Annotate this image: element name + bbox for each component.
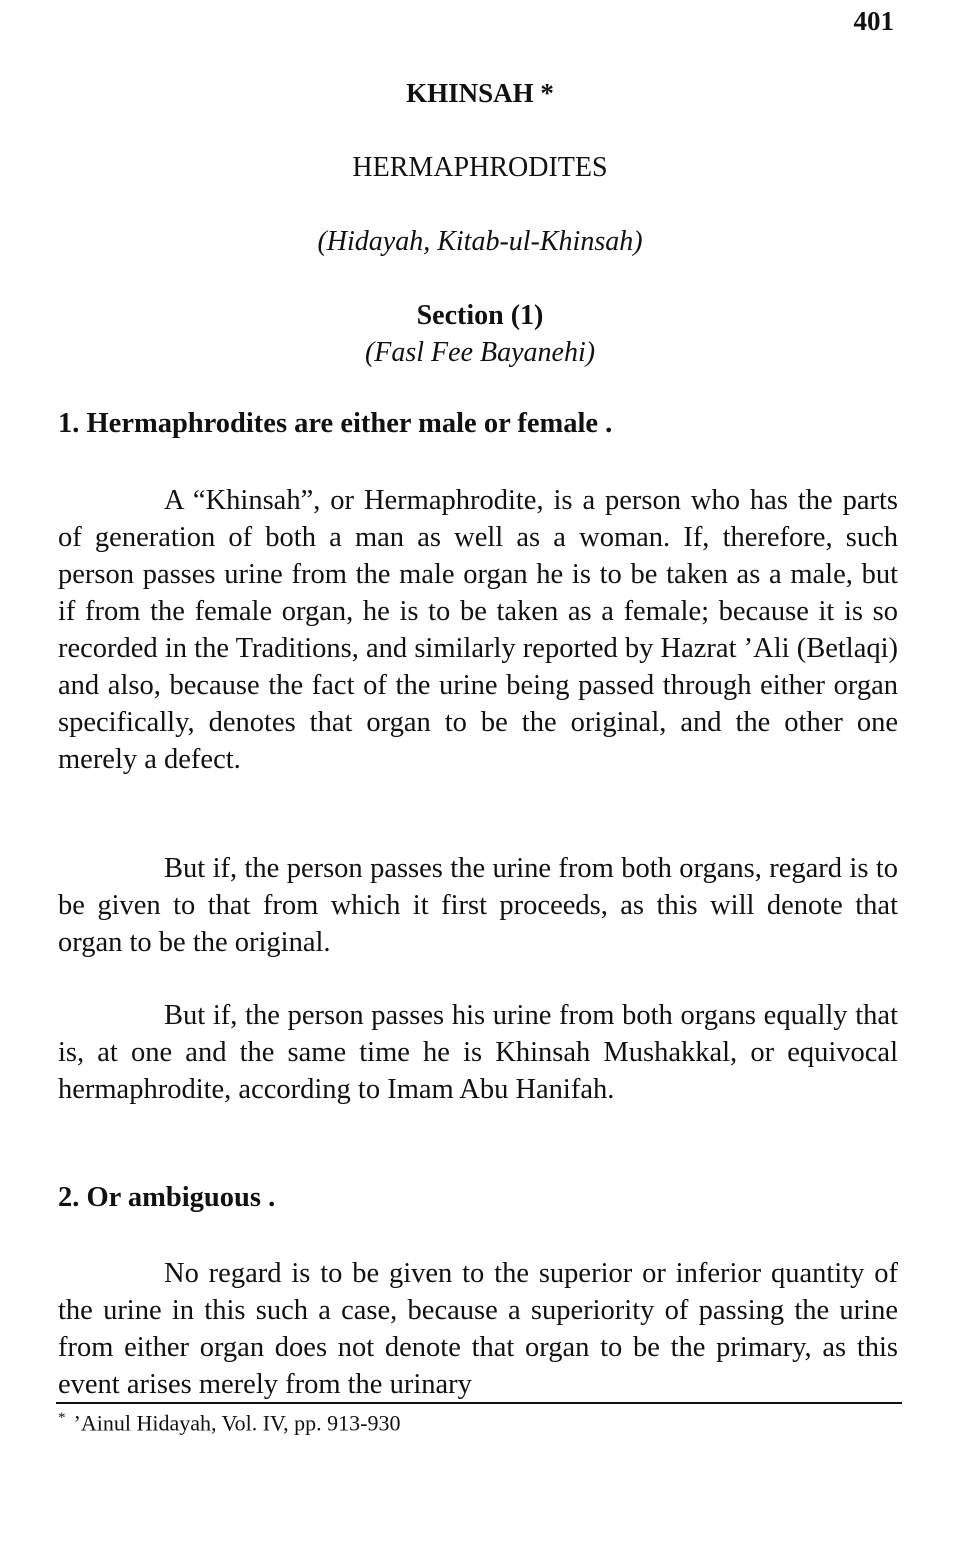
- point-2-paragraph-1: No regard is to be given to the superior or inferior quantity of the urine in this such a case, because a superiority of passing the urine from either organ does not denote that organ to be the primary, as this event arises merely from the urinary: [58, 1258, 898, 1400]
- point-1-paragraph-2: But if, the person passes the urine from both organs, regard is to be given to that from which it first proceeds, as this will denote that organ to be the original.: [58, 853, 898, 958]
- page-number: 401: [853, 6, 894, 36]
- point-1-paragraph-1: A “Khinsah”, or Hermaphrodite, is a person who has the parts of generation of both a man as well as a woman. If, therefore, such person passes urine from the male organ he is to be taken as a male, but if from the female organ, he is to be taken as a female; because it is so recorded in the Traditions, and similarly reported by Hazrat ’Ali (Betlaqi) and also, because the fact of the urine being passed through either organ specifically, denotes that organ to be the original, and the other one merely a defect.: [58, 485, 898, 775]
- point-1-paragraph-3: But if, the person passes his urine from both organs equally that is, at one and the same time he is Khinsah Mushakkal, or equivocal hermaphrodite, according to Imam Abu Hanifah.: [58, 1000, 898, 1105]
- section-subheading: (Fasl Fee Bayanehi): [364, 337, 596, 368]
- section-heading: Section (1): [416, 300, 544, 331]
- chapter-source: (Hidayah, Kitab-ul-Khinsah): [317, 226, 643, 257]
- footnote-text: ’Ainul Hidayah, Vol. IV, pp. 913-930: [73, 1410, 401, 1436]
- footnote-divider: [56, 1402, 902, 1404]
- chapter-title: KHINSAH *: [406, 78, 554, 108]
- footnote: [58, 1410, 400, 1436]
- footnote-mark: *: [58, 1410, 66, 1426]
- point-2-heading: 2. Or ambiguous .: [58, 1182, 276, 1213]
- point-1-heading: 1. Hermaphrodites are either male or female .: [58, 408, 613, 439]
- chapter-subtitle: HERMAPHRODITES: [352, 152, 608, 183]
